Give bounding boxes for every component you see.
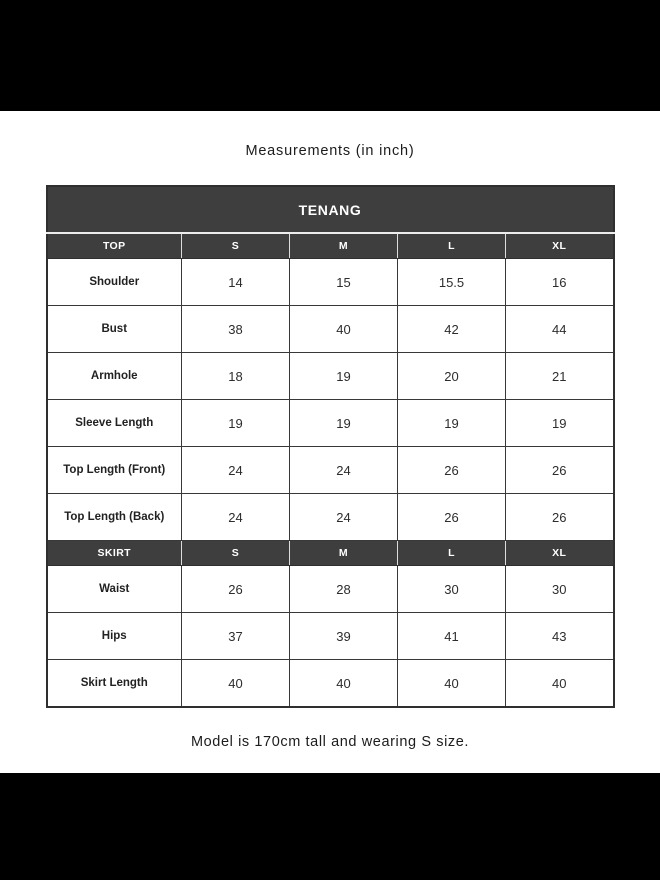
- row-label: Top Length (Back): [47, 494, 182, 541]
- cell-value: 26: [398, 447, 506, 494]
- cell-value: 26: [182, 566, 290, 613]
- column-header-m: M: [290, 233, 398, 259]
- table-row-sleeve-length: [47, 400, 614, 447]
- cell-value: 24: [182, 494, 290, 541]
- cell-value: 16: [506, 259, 614, 306]
- cell-value: 30: [398, 566, 506, 613]
- cell-value: 19: [182, 400, 290, 447]
- column-header-skirt: SKIRT: [47, 541, 182, 566]
- cell-value: 18: [182, 353, 290, 400]
- content-panel: [0, 111, 660, 773]
- column-header-l: L: [398, 541, 506, 566]
- column-header-l: L: [398, 233, 506, 259]
- row-label: Armhole: [47, 353, 182, 400]
- cell-value: 24: [290, 494, 398, 541]
- row-label: Hips: [47, 613, 182, 660]
- cell-value: 28: [290, 566, 398, 613]
- cell-value: 24: [182, 447, 290, 494]
- cell-value: 21: [506, 353, 614, 400]
- column-header-s: S: [182, 233, 290, 259]
- cell-value: 20: [398, 353, 506, 400]
- row-label: Shoulder: [47, 259, 182, 306]
- row-label: Skirt Length: [47, 660, 182, 708]
- cell-value: 38: [182, 306, 290, 353]
- cell-value: 40: [506, 660, 614, 708]
- cell-value: 42: [398, 306, 506, 353]
- cell-value: 15: [290, 259, 398, 306]
- skirt-section-header-row: [47, 541, 614, 566]
- cell-value: 15.5: [398, 259, 506, 306]
- cell-value: 43: [506, 613, 614, 660]
- column-header-top: TOP: [47, 233, 182, 259]
- cell-value: 26: [506, 447, 614, 494]
- cell-value: 44: [506, 306, 614, 353]
- cell-value: 40: [182, 660, 290, 708]
- brand-title: TENANG: [47, 186, 614, 233]
- page-title: Measurements (in inch): [245, 143, 415, 159]
- row-label: Sleeve Length: [47, 400, 182, 447]
- size-chart-table: [46, 185, 615, 708]
- cell-value: 26: [506, 494, 614, 541]
- cell-value: 41: [398, 613, 506, 660]
- cell-value: 30: [506, 566, 614, 613]
- column-header-m: M: [290, 541, 398, 566]
- row-label: Bust: [47, 306, 182, 353]
- cell-value: 26: [398, 494, 506, 541]
- cell-value: 24: [290, 447, 398, 494]
- cell-value: 39: [290, 613, 398, 660]
- table-row-shoulder: [47, 259, 614, 306]
- table-row-waist: [47, 566, 614, 613]
- cell-value: 40: [290, 306, 398, 353]
- cell-value: 14: [182, 259, 290, 306]
- table-row-armhole: [47, 353, 614, 400]
- table-row-bust: [47, 306, 614, 353]
- cell-value: 19: [290, 353, 398, 400]
- cell-value: 19: [506, 400, 614, 447]
- column-header-s: S: [182, 541, 290, 566]
- table-row-skirt-length: [47, 660, 614, 708]
- table-row-top-length-front: [47, 447, 614, 494]
- row-label: Waist: [47, 566, 182, 613]
- cell-value: 19: [290, 400, 398, 447]
- column-header-xl: XL: [506, 233, 614, 259]
- top-section-header-row: [47, 233, 614, 259]
- cell-value: 19: [398, 400, 506, 447]
- table-row-top-length-back: [47, 494, 614, 541]
- column-header-xl: XL: [506, 541, 614, 566]
- cell-value: 40: [290, 660, 398, 708]
- model-size-caption: Model is 170cm tall and wearing S size.: [190, 734, 470, 750]
- table-row-hips: [47, 613, 614, 660]
- brand-header-row: [47, 186, 614, 233]
- row-label: Top Length (Front): [47, 447, 182, 494]
- cell-value: 40: [398, 660, 506, 708]
- cell-value: 37: [182, 613, 290, 660]
